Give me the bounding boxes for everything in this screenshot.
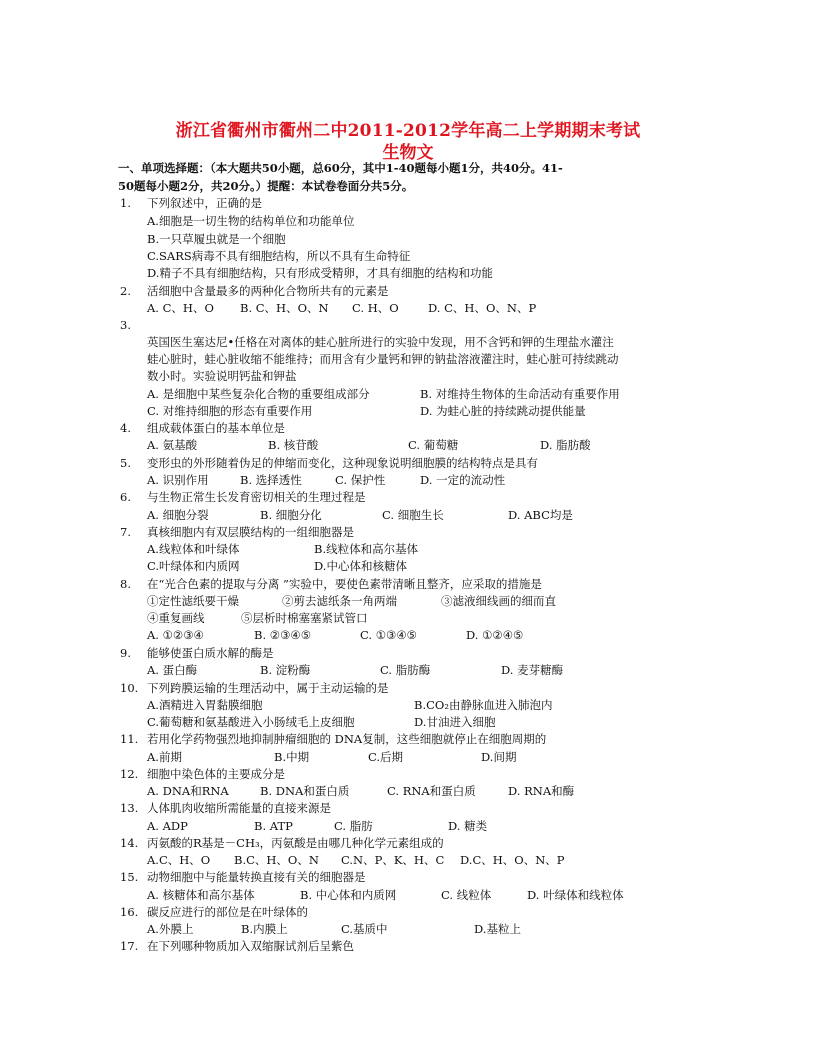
question-number: 1. xyxy=(120,196,131,210)
page-subtitle: 生物文 xyxy=(382,143,434,163)
option-b: B. 核苷酸 xyxy=(268,438,319,452)
option-d: D. ABC均是 xyxy=(508,508,573,522)
question-stem: 动物细胞中与能量转换直接有关的细胞器是 xyxy=(147,870,366,884)
option-d: D. RNA和酶 xyxy=(508,784,575,798)
option-b: B. C、H、O、N xyxy=(240,301,329,315)
option-d: D. 糖类 xyxy=(448,819,488,833)
option-d: D. 脂肪酸 xyxy=(540,438,591,452)
option-d: D.中心体和核糖体 xyxy=(314,559,407,573)
option-c: C. ①③④⑤ xyxy=(360,628,417,642)
option-c: C. H、O xyxy=(352,301,399,315)
option-b: B.CO₂由静脉血进入肺泡内 xyxy=(414,698,553,712)
question-number: 12. xyxy=(120,767,139,781)
question-number: 11. xyxy=(120,732,139,746)
question-stem-line: 英国医生塞达尼•任格在对离体的蛙心脏所进行的实验中发现，用不含钙和钾的生理盐水灌注 xyxy=(147,335,614,349)
question-stem: 人体肌肉收缩所需能量的直接来源是 xyxy=(147,801,331,815)
question-stem: 下列跨膜运输的生理活动中，属于主动运输的是 xyxy=(147,681,389,695)
option-a: A.线粒体和叶绿体 xyxy=(147,542,240,556)
option-a: A. ①②③④ xyxy=(147,628,204,642)
question-stem: 活细胞中含量最多的两种化合物所共有的元素是 xyxy=(147,284,389,298)
question-number: 13. xyxy=(120,801,139,815)
question-number: 16. xyxy=(120,905,139,919)
statement-item: ⑤层析时棉塞塞紧试管口 xyxy=(241,611,368,625)
section-heading-line2: 50题每小题2分，共20分。）提醒：本试卷卷面分共5分。 xyxy=(118,179,414,193)
option-a: A.酒精进入胃黏膜细胞 xyxy=(147,698,263,712)
option-d: D.C、H、O、N、P xyxy=(460,853,565,867)
question-stem: 在下列哪种物质加入双缩脲试剂后呈紫色 xyxy=(147,939,354,953)
question-stem: 碳反应进行的部位是在叶绿体的 xyxy=(147,905,308,919)
statement-item: ①定性滤纸要干燥 xyxy=(147,594,239,608)
option-a: A. 识别作用 xyxy=(147,473,209,487)
question-number: 7. xyxy=(120,525,131,539)
option-c: C. 葡萄糖 xyxy=(408,438,459,452)
option-b: B.内膜上 xyxy=(241,922,288,936)
statement-item: ③滤液细线画的细而直 xyxy=(441,594,556,608)
option-b: B. 细胞分化 xyxy=(260,508,322,522)
option-b: B. 淀粉酶 xyxy=(260,663,311,677)
option-c: C.N、P、K、H、C xyxy=(341,853,445,867)
option-d: D. C、H、O、N、P xyxy=(428,301,537,315)
option-c: C. 细胞生长 xyxy=(382,508,444,522)
question-number: 15. xyxy=(120,870,139,884)
option-a: A. 氨基酸 xyxy=(147,438,198,452)
question-stem: 能够使蛋白质水解的酶是 xyxy=(147,646,274,660)
option-a: A. C、H、O xyxy=(147,301,214,315)
option-b: B. DNA和蛋白质 xyxy=(260,784,350,798)
option-c: C.基质中 xyxy=(341,922,388,936)
option-b: B.中期 xyxy=(274,750,310,764)
option-c: C. 线粒体 xyxy=(441,888,492,902)
option-b: B.C、H、O、N xyxy=(234,853,319,867)
option-c: C. 脂肪 xyxy=(334,819,373,833)
option-a: A.细胞是一切生物的结构单位和功能单位 xyxy=(147,214,355,228)
option-c: C.SARS病毒不具有细胞结构，所以不具有生命特征 xyxy=(147,249,411,263)
option-d: D. 麦芽糖酶 xyxy=(501,663,564,677)
question-stem: 若用化学药物强烈地抑制肿瘤细胞的 DNA复制，这些细胞就停止在细胞周期的 xyxy=(147,732,547,746)
question-number: 8. xyxy=(120,577,131,591)
question-number: 3. xyxy=(120,318,131,332)
question-stem: 下列叙述中，正确的是 xyxy=(147,196,262,210)
question-number: 4. xyxy=(120,421,131,435)
option-d: D.精子不具有细胞结构，只有形成受精卵，才具有细胞的结构和功能 xyxy=(147,266,493,280)
question-stem: 真核细胞内有双层膜结构的一组细胞器是 xyxy=(147,525,354,539)
option-b: B.一只草履虫就是一个细胞 xyxy=(147,232,286,246)
question-number: 9. xyxy=(120,646,131,660)
option-c: C. RNA和蛋白质 xyxy=(387,784,476,798)
option-d: D.间期 xyxy=(481,750,517,764)
question-number: 17. xyxy=(120,939,139,953)
option-d: D. ①②④⑤ xyxy=(466,628,524,642)
question-stem: 细胞中染色体的主要成分是 xyxy=(147,767,285,781)
option-d: D. 叶绿体和线粒体 xyxy=(527,888,624,902)
option-a: A.C、H、O xyxy=(147,853,211,867)
question-number: 14. xyxy=(120,836,139,850)
option-a: A. 是细胞中某些复杂化合物的重要组成部分 xyxy=(147,387,370,401)
question-stem: 变形虫的外形随着伪足的伸缩而变化，这种现象说明细胞膜的结构特点是具有 xyxy=(147,456,538,470)
option-b: B.线粒体和高尔基体 xyxy=(314,542,419,556)
option-a: A. 蛋白酶 xyxy=(147,663,198,677)
option-d: D.基粒上 xyxy=(474,922,521,936)
option-a: A. DNA和RNA xyxy=(147,784,229,798)
option-d: D.甘油进入细胞 xyxy=(414,715,496,729)
question-number: 6. xyxy=(120,490,131,504)
option-b: B. 选择透性 xyxy=(240,473,302,487)
question-stem-line: 数小时。实验说明钙盐和钾盐 xyxy=(147,369,297,383)
option-b: B. 对维持生物体的生命活动有重要作用 xyxy=(420,387,620,401)
option-c: C. 脂肪酶 xyxy=(380,663,431,677)
question-number: 10. xyxy=(120,681,139,695)
option-c: C.葡萄糖和氨基酸进入小肠绒毛上皮细胞 xyxy=(147,715,355,729)
option-a: A. 细胞分裂 xyxy=(147,508,209,522)
option-a: A.前期 xyxy=(147,750,182,764)
option-c: C. 保护性 xyxy=(335,473,386,487)
section-heading-line1: 一、单项选择题：（本大题共50小题，总60分，其中1-40题每小题1分，共40分。41- xyxy=(118,161,563,175)
statement-item: ④重复画线 xyxy=(147,611,205,625)
question-stem: 组成载体蛋白的基本单位是 xyxy=(147,421,285,435)
option-c: C. 对维持细胞的形态有重要作用 xyxy=(147,404,313,418)
option-b: B. ATP xyxy=(254,819,293,833)
question-number: 5. xyxy=(120,456,131,470)
question-number: 2. xyxy=(120,284,131,298)
option-a: A. 核糖体和高尔基体 xyxy=(147,888,255,902)
option-a: A. ADP xyxy=(147,819,188,833)
option-b: B. 中心体和内质网 xyxy=(300,888,397,902)
option-c: C.后期 xyxy=(368,750,404,764)
option-c: C.叶绿体和内质网 xyxy=(147,559,240,573)
option-a: A.外膜上 xyxy=(147,922,194,936)
question-stem: 在“光合色素的提取与分离 ”实验中，要使色素带清晰且整齐，应采取的措施是 xyxy=(147,577,542,591)
question-stem: 丙氨酸的R基是－CH₃，丙氨酸是由哪几种化学元素组成的 xyxy=(147,836,444,850)
option-d: D. 为蛙心脏的持续跳动提供能量 xyxy=(420,404,586,418)
question-stem-line: 蛙心脏时，蛙心脏收缩不能维持；而用含有少量钙和钾的钠盐溶液灌注时，蛙心脏可持续跳动 xyxy=(147,352,619,366)
option-b: B. ②③④⑤ xyxy=(254,628,312,642)
page-title: 浙江省衢州市衢州二中2011-2012学年高二上学期期末考试 xyxy=(175,121,641,141)
option-d: D. 一定的流动性 xyxy=(420,473,506,487)
statement-item: ②剪去滤纸条一角两端 xyxy=(282,594,397,608)
question-stem: 与生物正常生长发育密切相关的生理过程是 xyxy=(147,490,366,504)
